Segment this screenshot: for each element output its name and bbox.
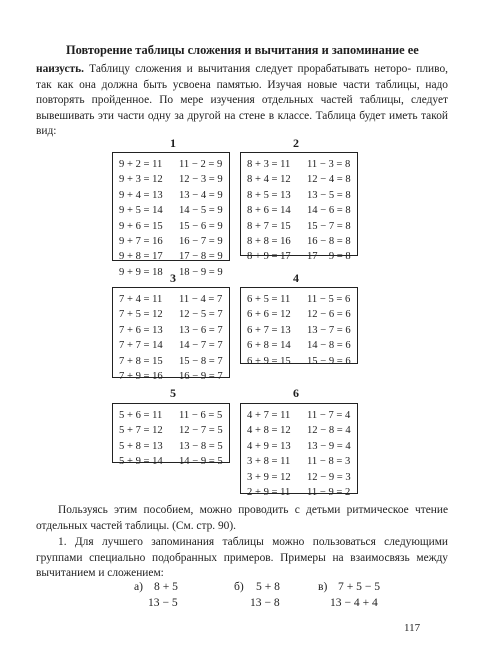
subtraction-fact: 14 − 7 = 7 [179,340,223,352]
addition-fact: 9 + 5 = 14 [119,205,163,217]
table-box [112,287,230,383]
example-label: а) [134,580,144,593]
subtraction-fact: 12 − 4 = 8 [307,174,351,186]
subtraction-fact: 11 − 3 = 8 [307,159,351,170]
addition-fact: 5 + 9 = 14 [119,456,163,468]
addition-fact: 7 + 5 = 12 [119,309,163,321]
addition-fact: 2 + 9 = 11 [247,487,291,499]
subtraction-fact: 16 − 7 = 9 [179,236,223,248]
addition-fact: 8 + 4 = 12 [247,174,291,186]
example-line1: 8 + 5 [154,580,178,593]
section-heading: Повторение таблицы сложения и вычитания и запоминание ее [66,43,419,57]
table-box [240,287,358,367]
example-line1: 5 + 8 [256,580,280,593]
addition-fact: 9 + 7 = 16 [119,236,163,248]
subtraction-fact: 11 − 9 = 2 [307,487,351,499]
addition-fact: 7 + 8 = 15 [119,355,163,367]
example-line2: 13 − 5 [148,596,178,609]
subtraction-fact: 13 − 6 = 7 [179,324,223,336]
subtraction-fact: 15 − 9 = 6 [307,355,351,367]
subtraction-fact: 17 − 9 = 8 [307,251,351,263]
subtraction-fact: 12 − 7 = 5 [179,425,223,437]
addition-fact: 8 + 7 = 15 [247,220,291,232]
example-line1: 7 + 5 − 5 [338,580,381,593]
addition-fact: 8 + 8 = 16 [247,236,291,248]
addition-fact: 3 + 8 = 11 [247,456,291,468]
addition-fact: 6 + 8 = 14 [247,340,291,352]
addition-fact: 9 + 9 = 18 [119,266,163,278]
subtraction-column [307,408,351,500]
subtraction-fact: 11 − 7 = 4 [307,410,351,421]
subtraction-fact: 14 − 6 = 8 [307,205,351,217]
table-number-5: 5 [170,386,176,400]
heading-continuation: наизусть. [36,63,85,75]
table-number-4: 4 [293,271,299,285]
addition-fact: 7 + 7 = 14 [119,340,163,352]
subtraction-fact: 15 − 6 = 9 [179,220,223,232]
paragraph-rhythmic-reading: Пользуясь этим пособием, можно проводить с детьми ритмическое чтение отдельных частей таблицы. (См. стр. 90). [36,504,448,532]
addition-fact: 7 + 4 = 11 [119,294,163,305]
subtraction-fact: 12 − 5 = 7 [179,309,223,321]
addition-column [119,157,163,280]
table-box [240,403,358,499]
subtraction-fact: 11 − 6 = 5 [179,410,223,421]
subtraction-fact: 14 − 8 = 6 [307,340,351,352]
intro-rest: пливо, так как она должна быть усвоена памятью. Изучая новые части таблицы, надо повторять пройденное. По мере изучения отдельных частей таблицы, следует вывешивать эти части одну за другой на стене в классе. Таблица будет иметь такой вид: [36,63,448,138]
example-line2: 13 − 4 + 4 [330,596,378,609]
subtraction-fact: 13 − 9 = 4 [307,440,351,452]
subtraction-fact: 11 − 2 = 9 [179,159,223,170]
table-number-2: 2 [293,136,299,150]
subtraction-fact: 12 − 8 = 4 [307,425,351,437]
table-box [112,403,230,468]
addition-fact: 5 + 6 = 11 [119,410,163,421]
subtraction-column [179,408,223,470]
subtraction-fact: 16 − 8 = 8 [307,236,351,248]
table-number-1: 1 [170,136,176,150]
addition-column [119,408,163,470]
paragraph-example-groups: 1. Для лучшего запоминания таблицы можно пользоваться следующими группами специально подобранных примеров. Примеры на взаимосвязь между вычитанием и сложением: [36,536,448,580]
example-label: в) [318,580,328,593]
subtraction-fact: 14 − 5 = 9 [179,205,223,217]
addition-fact: 5 + 7 = 12 [119,425,163,437]
subtraction-fact: 16 − 9 = 7 [179,371,223,383]
subtraction-fact: 13 − 8 = 5 [179,440,223,452]
intro-first-line: Таблицу сложения и вычитания следует прорабатывать неторо- [89,63,412,75]
subtraction-fact: 12 − 6 = 6 [307,309,351,321]
subtraction-fact: 13 − 4 = 9 [179,189,223,201]
addition-fact: 9 + 6 = 15 [119,220,163,232]
subtraction-fact: 12 − 3 = 9 [179,174,223,186]
addition-fact: 9 + 4 = 13 [119,189,163,201]
subtraction-fact: 13 − 7 = 6 [307,324,351,336]
addition-fact: 6 + 9 = 15 [247,355,291,367]
addition-fact: 9 + 2 = 11 [119,159,163,170]
addition-column [247,157,291,265]
subtraction-fact: 18 − 9 = 9 [179,266,223,278]
addition-fact: 4 + 8 = 12 [247,425,291,437]
addition-fact: 8 + 3 = 11 [247,159,291,170]
subtraction-column [307,292,351,369]
subtraction-fact: 12 − 9 = 3 [307,471,351,483]
example-label: б) [234,580,244,593]
page-number: 117 [404,622,421,634]
table-box [240,152,358,263]
subtraction-column [179,157,223,280]
addition-fact: 8 + 6 = 14 [247,205,291,217]
subtraction-fact: 11 − 4 = 7 [179,294,223,305]
addition-fact: 9 + 8 = 17 [119,251,163,263]
addition-fact: 8 + 9 = 17 [247,251,291,263]
addition-fact: 9 + 3 = 12 [119,174,163,186]
addition-fact: 6 + 7 = 13 [247,324,291,336]
addition-fact: 7 + 6 = 13 [119,324,163,336]
subtraction-fact: 15 − 8 = 7 [179,355,223,367]
addition-fact: 5 + 8 = 13 [119,440,163,452]
addition-column [119,292,163,384]
addition-fact: 6 + 5 = 11 [247,294,291,305]
addition-fact: 4 + 7 = 11 [247,410,291,421]
subtraction-column [179,292,223,384]
subtraction-fact: 13 − 5 = 8 [307,189,351,201]
addition-fact: 4 + 9 = 13 [247,440,291,452]
intro-paragraph [36,62,448,140]
subtraction-fact: 14 − 9 = 5 [179,456,223,468]
addition-fact: 8 + 5 = 13 [247,189,291,201]
subtraction-fact: 15 − 7 = 8 [307,220,351,232]
subtraction-fact: 11 − 5 = 6 [307,294,351,305]
example-line2: 13 − 8 [250,596,280,609]
addition-fact: 6 + 6 = 12 [247,309,291,321]
subtraction-fact: 11 − 8 = 3 [307,456,351,468]
table-number-3: 3 [170,271,176,285]
table-box [112,152,230,278]
table-number-6: 6 [293,386,299,400]
subtraction-column [307,157,351,265]
addition-fact: 3 + 9 = 12 [247,471,291,483]
addition-column [247,292,291,369]
subtraction-fact: 17 − 8 = 9 [179,251,223,263]
addition-fact: 7 + 9 = 16 [119,371,163,383]
addition-column [247,408,291,500]
